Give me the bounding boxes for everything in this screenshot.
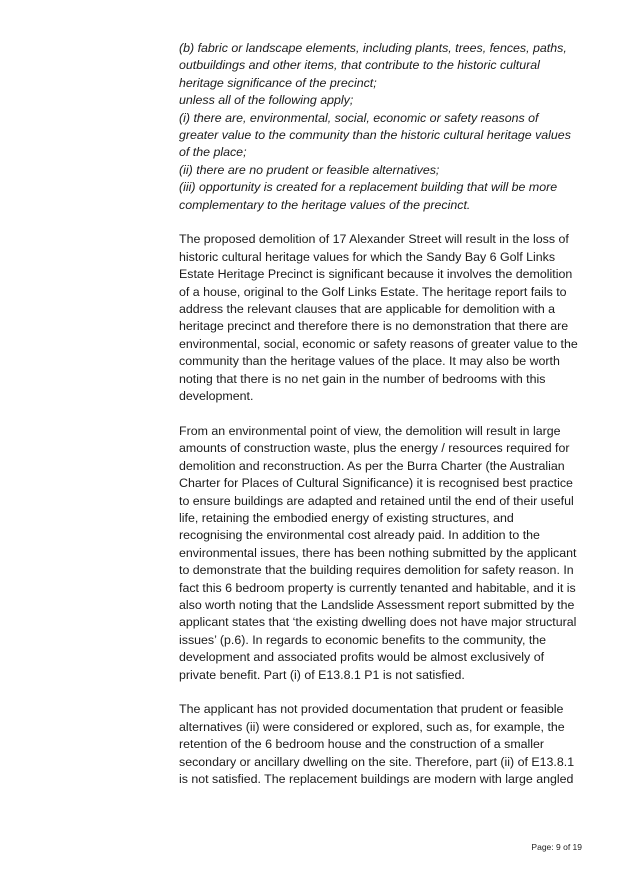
paragraph-alternatives: The applicant has not provided documentation that prudent or feasible alternatives (ii) were considered or explored, such as, for example, the retention of the 6 bedroom house and the construction of a smaller secondary or ancillary dwelling on the site. Therefore, part (ii) of E13.8.1 is not satisfied. The replacement buildings are modern with large angled — [179, 702, 575, 787]
page-number: Page: 9 of 19 — [531, 842, 582, 852]
clause-ii: (ii) there are no prudent or feasible alternatives; — [179, 162, 440, 177]
paragraph-environmental: From an environmental point of view, the demolition will result in large amounts of construction waste, plus the energy / resources required for demolition and reconstruction. As per the Burra Charter (the Australian Charter for Places of Cultural Significance) it is recognised best practice to ensure buildings are adapted and retained until the end of their useful life, retaining the embodied energy of existing structures, and recognising the environmental cost already paid. In addition to the environmental issues, there has been nothing submitted by the applicant to demonstrate that the building requires demolition for safety reason. In fact this 6 bedroom property is currently tenanted and habitable, and it is also worth noting that the Landslide Assessment report submitted by the applicant states that ‘the existing dwelling does not have major structural issues’ (p.6). In regards to economic benefits to the community, the development and associated profits would be almost exclusively of private benefit. Part (i) of E13.8.1 P1 is not satisfied. — [179, 423, 577, 682]
clause-i: (i) there are, environmental, social, economic or safety reasons of greater value to the community than the historic cultural heritage values of the place; — [179, 110, 571, 160]
clause-iii: (iii) opportunity is created for a replacement building that will be more complementary to the heritage values of the precinct. — [179, 180, 558, 212]
page-body — [179, 40, 579, 788]
clause-b: (b) fabric or landscape elements, including plants, trees, fences, paths, outbuildings and other items, that contribute to the historic cultural heritage significance of the precinct; — [179, 41, 567, 90]
paragraph-demolition-impact: The proposed demolition of 17 Alexander Street will result in the loss of historic cultural heritage values for which the Sandy Bay 6 Golf Links Estate Heritage Precinct is significant because it involves the demolition of a house, original to the Golf Links Estate. The heritage report fails to address the relevant clauses that are applicable for demolition with a heritage precinct and therefore there is no demonstration that there are environmental, social, economic or safety reasons of greater value to the community than the heritage values of the place. It may also be worth noting that there is no net gain in the number of bedrooms with this development. — [179, 232, 578, 404]
clause-unless: unless all of the following apply; — [179, 93, 354, 108]
quoted-planning-clause — [179, 40, 579, 214]
